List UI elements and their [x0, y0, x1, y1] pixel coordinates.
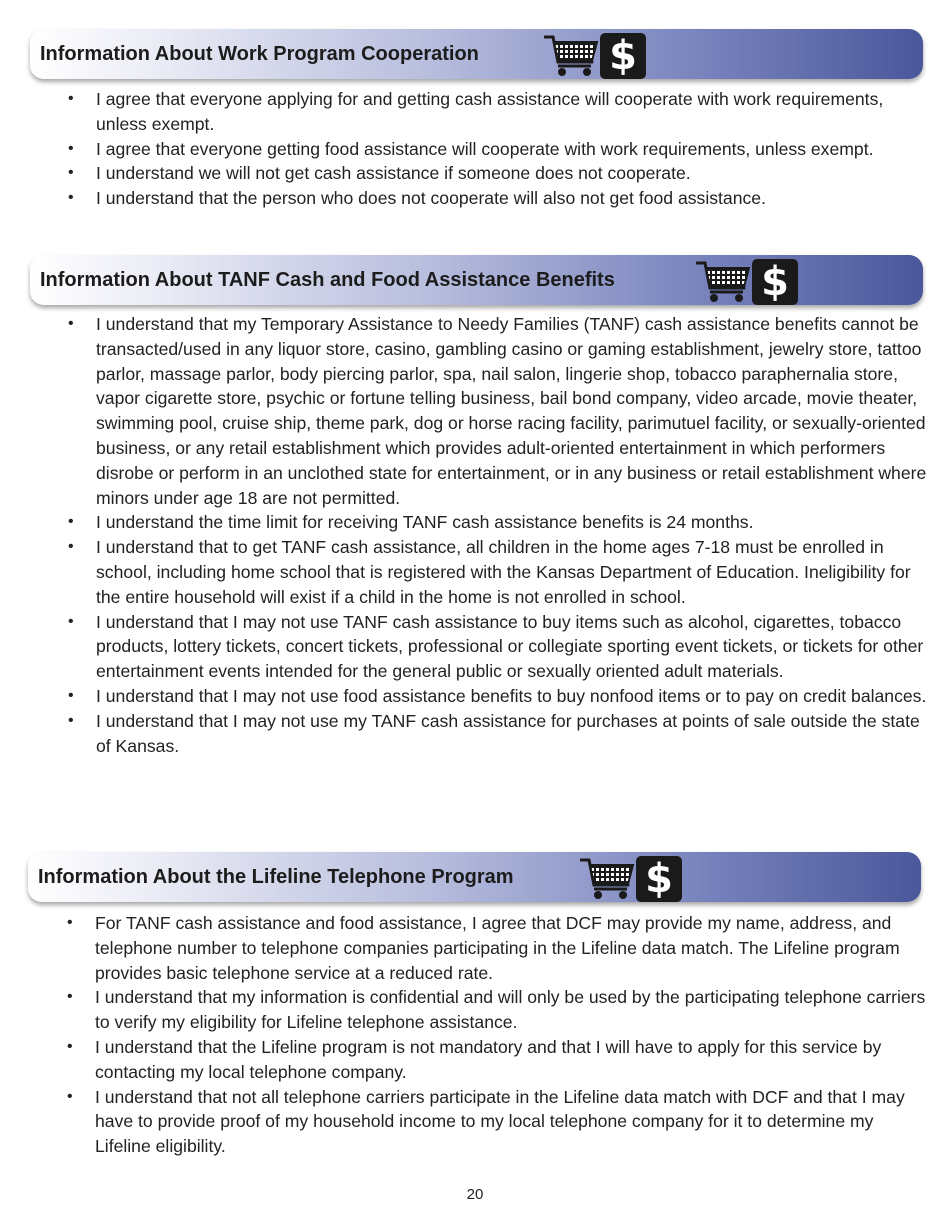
list-item: • I understand we will not get cash assistance if someone does not cooperate. — [96, 161, 931, 186]
list-item: • I understand that the person who does not cooperate will also not get food assistance. — [96, 186, 931, 211]
section-title: Information About Work Program Cooperation — [40, 43, 479, 65]
shopping-cart-icon — [544, 34, 600, 78]
list-item: • For TANF cash assistance and food assistance, I agree that DCF may provide my name, address, and telephone number to telephone companies participating in the Lifeline data match. The Lifeline program provides basic telephone service at a reduced rate. — [95, 911, 930, 985]
list-item: • I understand the time limit for receiving TANF cash assistance benefits is 24 months. — [96, 510, 931, 535]
section-title: Information About TANF Cash and Food Assistance Benefits — [40, 269, 615, 291]
shopping-cart-icon — [580, 857, 636, 901]
list-item: • I agree that everyone getting food assistance will cooperate with work requirements, unless exempt. — [96, 137, 931, 162]
page-number: 20 — [466, 1186, 484, 1203]
list-item: • I understand that the Lifeline program is not mandatory and that I will have to apply for this service by contacting my local telephone company. — [95, 1035, 930, 1085]
list-item: • I understand that I may not use food assistance benefits to buy nonfood items or to pay on credit balances. — [96, 684, 931, 709]
dollar-icon: $ — [752, 259, 798, 305]
bullet-list — [96, 87, 931, 211]
dollar-icon: $ — [636, 856, 682, 902]
shopping-cart-icon — [696, 260, 752, 304]
list-item: • I understand that I may not use my TANF cash assistance for purchases at points of sale outside the state of Kansas. — [96, 709, 931, 759]
dollar-icon: $ — [600, 33, 646, 79]
section-header-banner — [30, 29, 923, 79]
section-header-banner — [30, 255, 923, 305]
section-header-banner — [28, 852, 921, 902]
list-item: • I understand that to get TANF cash assistance, all children in the home ages 7-18 must be enrolled in school, including home school that is registered with the Kansas Department of Education. Ineligibility for the entire household will exist if a child in the home is not enrolled in school. — [96, 535, 931, 609]
section-title: Information About the Lifeline Telephone Program — [38, 866, 514, 888]
bullet-list — [95, 911, 930, 1159]
list-item: • I understand that my information is confidential and will only be used by the participating telephone carriers to verify my eligibility for Lifeline telephone assistance. — [95, 985, 930, 1035]
list-item: • I understand that I may not use TANF cash assistance to buy items such as alcohol, cigarettes, tobacco products, lottery tickets, concert tickets, professional or collegiate sporting event tickets, or tickets for other entertainment events intended for the general public or sexually oriented adult materials. — [96, 610, 931, 684]
list-item: • I understand that my Temporary Assistance to Needy Families (TANF) cash assistance benefits cannot be transacted/used in any liquor store, casino, gambling casino or gaming establishment, jewelry store, tattoo parlor, massage parlor, body piercing parlor, spa, nail salon, lingerie shop, tobacco paraphernalia store, vapor cigarette store, psychic or fortune telling business, bail bond company, video arcade, movie theater, swimming pool, cruise ship, theme park, dog or horse racing facility, parimutuel facility, or sexually-oriented business, or any retail establishment which provides adult-oriented entertainment in which performers disrobe or perform in an unclothed state for entertainment, or in any business or retail establishment where minors under age 18 are not permitted. — [96, 312, 931, 510]
list-item: • I understand that not all telephone carriers participate in the Lifeline data match with DCF and that I may have to provide proof of my household income to my local telephone company for it to determine my Lifeline eligibility. — [95, 1085, 930, 1159]
list-item: • I agree that everyone applying for and getting cash assistance will cooperate with work requirements, unless exempt. — [96, 87, 931, 137]
bullet-list — [96, 312, 931, 758]
